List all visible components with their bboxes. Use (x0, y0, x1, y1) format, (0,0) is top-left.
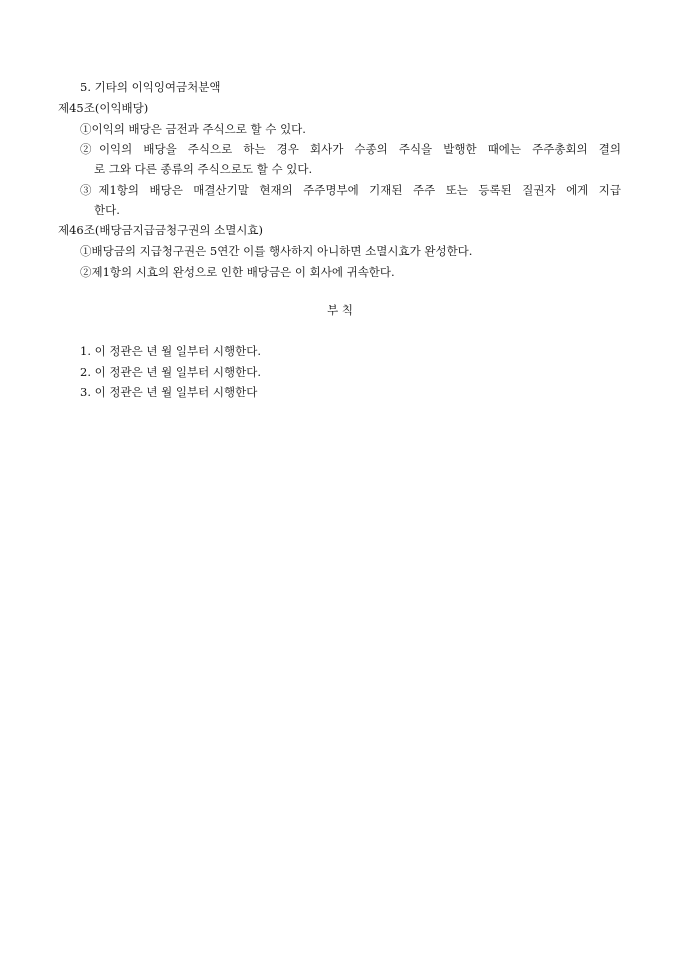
article-45-paragraph-2-line-2: 로 그와 다른 종류의 주식으로도 할 수 있다. (94, 162, 313, 176)
supplementary-item-1: 1. 이 정관은 년 월 일부터 시행한다. (80, 344, 261, 358)
item-5-text: 5. 기타의 이익잉여금처분액 (80, 80, 221, 94)
supplementary-item-3: 3. 이 정관은 년 월 일부터 시행한다 (80, 385, 258, 399)
supplementary-item-2: 2. 이 정관은 년 월 일부터 시행한다. (80, 365, 261, 379)
article-46-paragraph-2: ②제1항의 시효의 완성으로 인한 배당금은 이 회사에 귀속한다. (80, 265, 395, 279)
article-46-paragraph-1: ①배당금의 지급청구권은 5연간 이를 행사하지 아니하면 소멸시효가 완성한다. (80, 244, 473, 258)
article-45-title: 제45조(이익배당) (58, 101, 149, 115)
article-45-paragraph-3-line-2: 한다. (94, 203, 120, 217)
article-45-paragraph-3-line-1: ③제1항의 배당은 매결산기말 현재의 주주명부에 기재된 주주 또는 등록된 질권자 에게 지급 (80, 183, 621, 197)
supplementary-heading: 부 칙 (327, 303, 353, 317)
article-45-paragraph-2-line-1: ②이익의 배당을 주식으로 하는 경우 회사가 수종의 주식을 발행한 때에는 주주총회의 결의 (80, 142, 621, 156)
article-45-paragraph-1: ①이익의 배당은 금전과 주식으로 할 수 있다. (80, 122, 306, 136)
article-46-title: 제46조(배당금지급금청구권의 소멸시효) (58, 223, 264, 237)
